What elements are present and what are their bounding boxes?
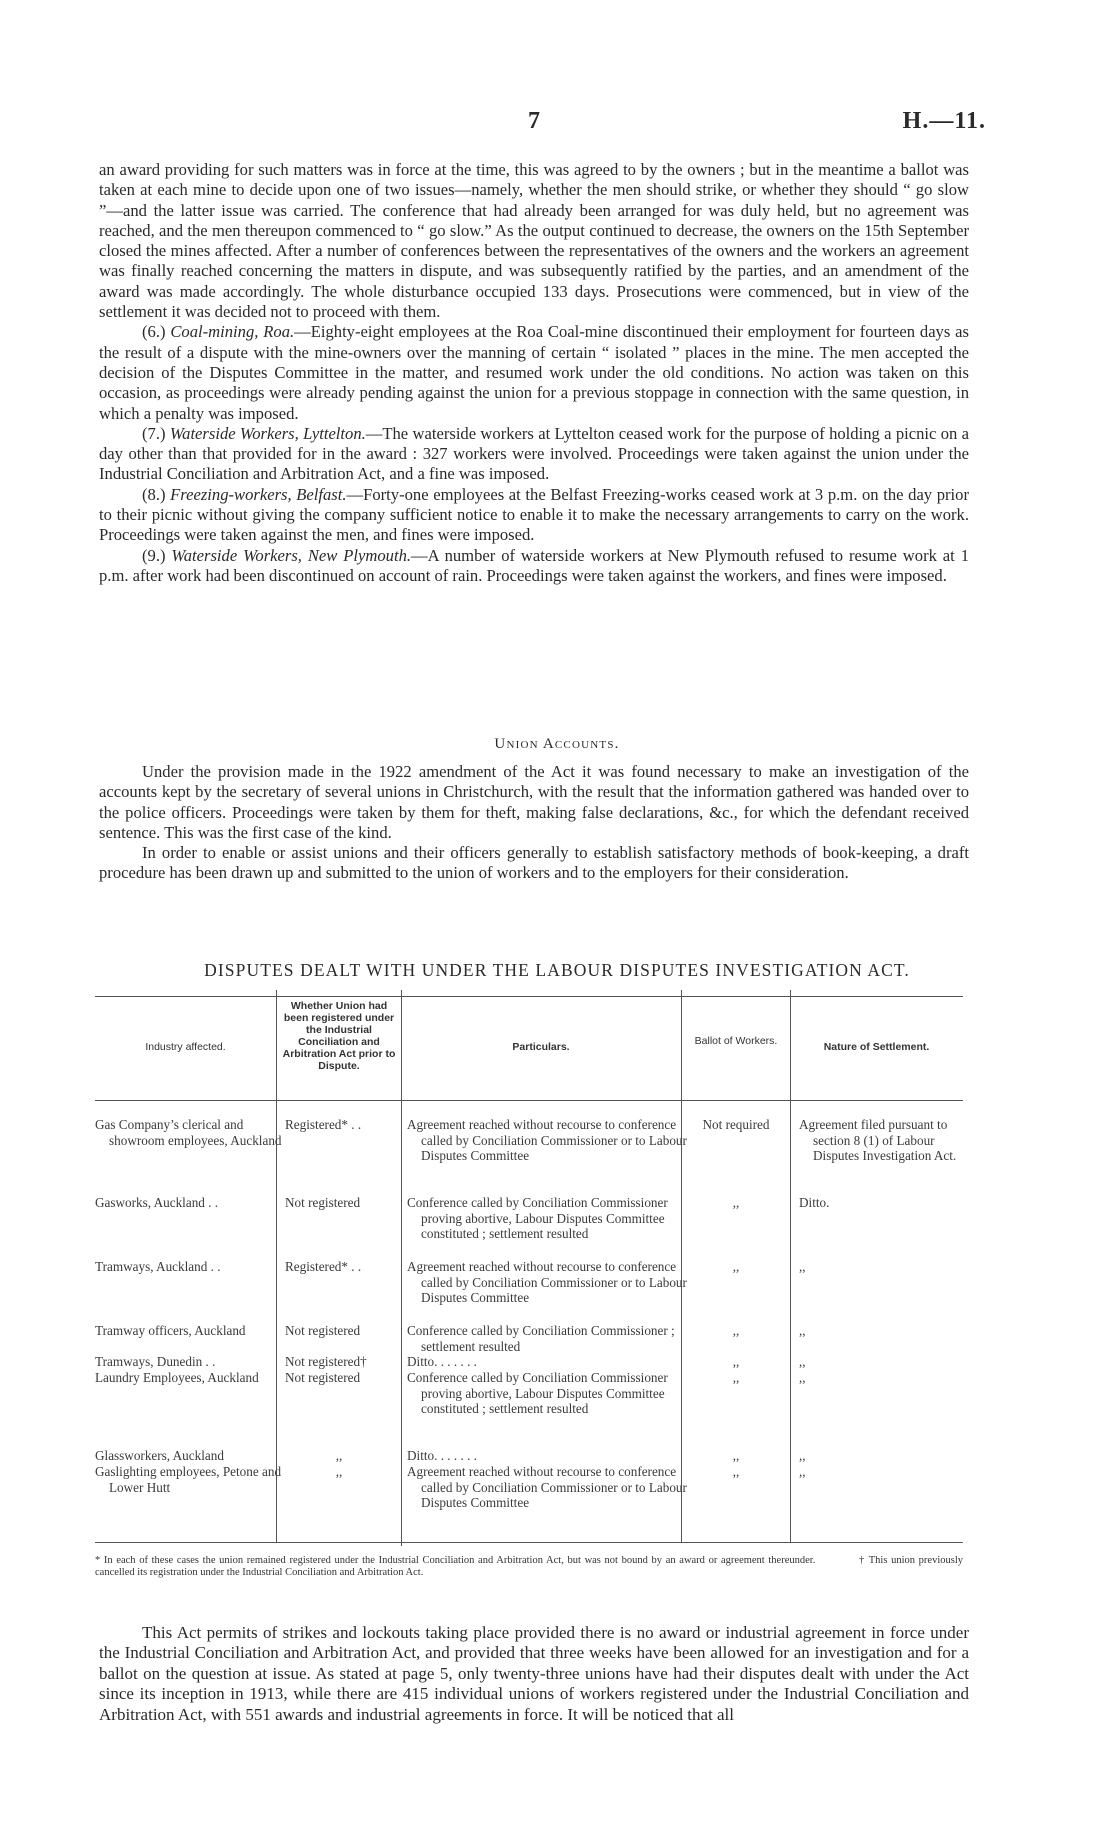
table-row-ballot: ,, — [732, 1354, 740, 1369]
table-row-industry: Tramways, Auckland . . — [95, 1259, 221, 1274]
table-row-particulars: Ditto. . . . . . . — [407, 1354, 477, 1369]
document-reference: H.—11. — [902, 108, 986, 134]
page-header — [0, 108, 1114, 140]
table-row-ballot: ,, — [732, 1323, 740, 1338]
table-row-particulars: Conference called by Conciliation Commissioner proving abortive, Labour Disputes Committee constituted ; settlement resulted — [407, 1370, 668, 1416]
paragraph-award: an award providing for such matters was in force at the time, this was agreed to by the owners ; but in the meantime a ballot was taken at each mine to decide upon one of two issues—namely, whether the men should strike, or whether they should “ go slow ”—and the latter issue was carried. The conference that had already been arranged for was duly held, but no agreement was reached, and the men thereupon commenced to “ go slow.” As the output continued to decrease, the owners on the 15th September closed the mines affected. After a number of conferences between the representatives of the owners and the workers an agreement was finally reached concerning the matters in dispute, and was subsequently ratified by the parties, and an amendment of the award was made accordingly. The whole disturbance occupied 133 days. Prosecutions were commenced, but in view of the settlement it was decided not to proceed with them. — [99, 160, 969, 322]
heading-union-accounts: Union Accounts. — [494, 736, 620, 752]
disputes-table — [95, 990, 963, 1550]
column-divider — [401, 990, 402, 1546]
item-number: (7.) — [142, 423, 166, 443]
table-row-industry: Gasworks, Auckland . . — [95, 1195, 219, 1210]
table-row-particulars: Conference called by Conciliation Commissioner proving abortive, Labour Disputes Committee constituted ; settlement resulted — [407, 1195, 668, 1241]
table-row-industry: Tramway officers, Auckland — [95, 1323, 246, 1338]
table-row-settlement: Ditto. — [799, 1195, 830, 1210]
header-ballot: Ballot of Workers. — [694, 1035, 778, 1047]
table-row-settlement: ,, — [799, 1370, 806, 1385]
item-coal-mining-roa — [99, 322, 969, 423]
table-row-industry: Tramways, Dunedin . . — [95, 1354, 216, 1369]
item-number: (9.) — [142, 545, 166, 565]
header-industry: Industry affected. — [145, 1041, 226, 1053]
paragraph-book-keeping: In order to enable or assist unions and their officers generally to establish satisfactory methods of book-keeping, a draft procedure has been drawn up and submitted to the union of workers and to the employers for their consideration. — [99, 843, 969, 883]
table-row-settlement: ,, — [799, 1354, 806, 1369]
table-row-industry: Laundry Employees, Auckland — [95, 1370, 259, 1385]
table-row-settlement: ,, — [799, 1323, 806, 1338]
section-strikes-continued — [99, 160, 969, 586]
column-divider — [790, 990, 791, 1542]
item-title: Freezing-workers, Belfast. — [170, 484, 347, 504]
table-row-ballot: ,, — [732, 1259, 740, 1274]
paragraph-investigation: Under the provision made in the 1922 amendment of the Act it was found necessary to make an investigation of the accounts kept by the secretary of several unions in Christchurch, with the result that the information gathered was handed over to the police officers. Proceedings were taken by them for theft, making false declarations, &c., for which the defendant received sentence. This was the first case of the kind. — [99, 762, 969, 842]
item-text: —A number of waterside workers at New Plymouth refused to resume work at 1 p.m. after work had been discontinued on account of rain. Proceedings were taken against the workers, and fines were imposed. — [99, 545, 969, 585]
table-header-rule — [95, 1100, 963, 1101]
table-row-registered: Registered* . . — [285, 1259, 362, 1274]
item-text: —Forty-one employees at the Belfast Freezing-works ceased work at 3 p.m. on the day prior to their picnic without giving the company sufficient notice to enable it to make the necessary arrangements to carry on the work. Proceedings were taken against the men, and fines were imposed. — [99, 484, 969, 545]
table-row-ballot: ,, — [732, 1448, 740, 1463]
table-row-registered: Registered* . . — [285, 1117, 362, 1132]
table-row-ballot: ,, — [732, 1370, 740, 1385]
table-bottom-rule — [95, 1542, 963, 1543]
page-number: 7 — [528, 108, 540, 134]
section-union-accounts — [99, 762, 969, 884]
item-text: —Eighty-eight employees at the Roa Coal-mine discontinued their employment for fourteen days as the result of a dispute with the mine-owners over the manning of certain “ isolated ” places in the mine. The men accepted the decision of the Disputes Committee in the matter, and resumed work under the old conditions. No action was taken on this occasion, as proceedings were already pending against the union for a previous stoppage in connection with the same question, in which a penalty was imposed. — [99, 322, 969, 423]
header-particulars: Particulars. — [512, 1041, 570, 1053]
table-row-registered: ,, — [335, 1448, 343, 1463]
item-text: —The waterside workers at Lyttelton ceased work for the purpose of holding a picnic on a day other than that provided for in the award : 327 workers were involved. Proceedings were taken against the union under the Industrial Conciliation and Arbitration Act, and a fine was imposed. — [99, 423, 969, 484]
table-row-ballot: ,, — [732, 1464, 740, 1479]
header-registered: Whether Union had been registered under the Industrial Conciliation and Arbitration Act prior to Dispute. — [282, 1000, 396, 1072]
section-act-permits — [99, 1623, 969, 1725]
table-row-settlement: ,, — [799, 1464, 806, 1479]
item-waterside-new-plymouth — [99, 546, 969, 587]
table-top-rule — [95, 996, 963, 997]
table-row-particulars: Conference called by Conciliation Commissioner ; settlement resulted — [407, 1323, 675, 1354]
item-freezing-belfast — [99, 485, 969, 546]
table-row-registered: Not registered — [285, 1195, 361, 1210]
item-title: Coal-mining, Roa. — [170, 322, 295, 342]
item-waterside-lyttelton — [99, 424, 969, 485]
header-settlement: Nature of Settlement. — [823, 1041, 930, 1053]
table-row-particulars: Agreement reached without recourse to conference called by Conciliation Commissioner or to Labour Disputes Committee — [407, 1259, 687, 1305]
item-title: Waterside Workers, Lyttelton. — [169, 423, 366, 443]
table-row-settlement: ,, — [799, 1448, 806, 1463]
table-row-industry: Gas Company’s clerical and showroom employees, Auckland — [95, 1117, 282, 1148]
table-footnotes — [95, 1555, 963, 1579]
footnote-star-text: * In each of these cases the union remained registered under the Industrial Conciliation and Arbitration Act, but was not bound by an award or agreement thereunder. — [95, 1555, 816, 1566]
table-row-settlement: ,, — [799, 1259, 806, 1274]
table-row-registered: Not registered — [285, 1323, 361, 1338]
item-number: (8.) — [142, 484, 166, 504]
table-row-industry: Gaslighting employees, Petone and Lower Hutt — [95, 1464, 282, 1495]
table-row-ballot: ,, — [732, 1195, 740, 1210]
table-row-industry: Glassworkers, Auckland — [95, 1448, 224, 1463]
table-row-ballot: Not required — [702, 1117, 770, 1132]
footnote-star — [95, 1555, 963, 1579]
table-row-particulars: Agreement reached without recourse to conference called by Conciliation Commissioner or to Labour Disputes Committee — [407, 1117, 687, 1163]
table-row-registered: Not registered† — [285, 1354, 367, 1369]
table-title: DISPUTES DEALT WITH UNDER THE LABOUR DISPUTES INVESTIGATION ACT. — [204, 960, 910, 980]
item-title: Waterside Workers, New Plymouth. — [171, 545, 412, 565]
item-number: (6.) — [142, 322, 166, 342]
footnote-dagger-text: † This union previously cancelled its registration under the Industrial Conciliation and Arbitration Act. — [95, 1555, 963, 1578]
paragraph-act-permits: This Act permits of strikes and lockouts taking place provided there is no award or industrial agreement in force under the Industrial Conciliation and Arbitration Act, and provided that three weeks have been allowed for an investigation and for a ballot on the question at issue. As stated at page 5, only twenty-three unions have had their disputes dealt with under the Act since its inception in 1913, while there are 415 individual unions of workers registered under the Industrial Conciliation and Arbitration Act, with 551 awards and industrial agreements in force. It will be noticed that all — [99, 1623, 969, 1724]
table-row-registered: ,, — [335, 1464, 343, 1479]
table-row-registered: Not registered — [285, 1370, 361, 1385]
table-row-settlement: Agreement filed pursuant to section 8 (1) of Labour Disputes Investigation Act. — [799, 1117, 957, 1163]
table-row-particulars: Ditto. . . . . . . — [407, 1448, 477, 1463]
table-row-particulars: Agreement reached without recourse to conference called by Conciliation Commissioner or to Labour Disputes Committee — [407, 1464, 687, 1510]
